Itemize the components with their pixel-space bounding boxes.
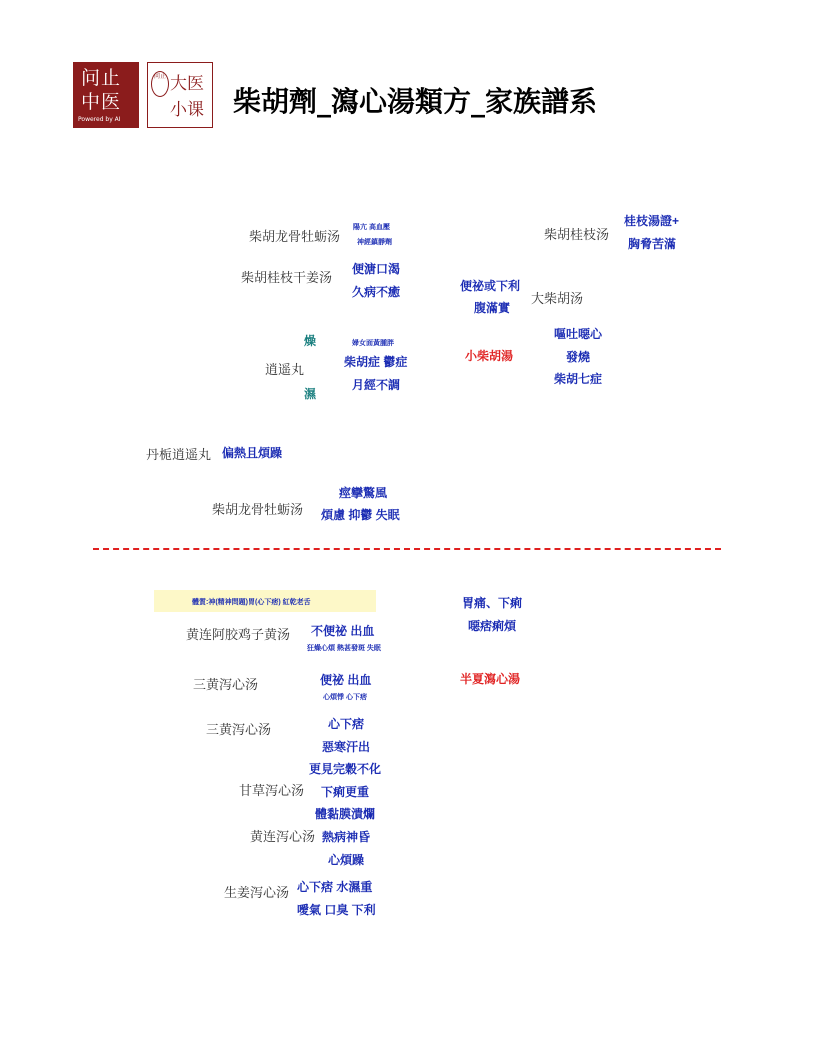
symptom-constipation-or-diarrhea: 便祕或下利 xyxy=(460,279,521,293)
formula-shengjiang-xiexin: 生姜泻心汤 xyxy=(224,886,290,901)
note-yangkang: 陽亢 高血壓 xyxy=(353,224,390,231)
constitution-text: 體質:神(精神問題)胃(心下痞) 紅乾老舌 xyxy=(192,599,311,606)
section-divider xyxy=(93,548,721,550)
page-title: 柴胡劑_瀉心湯類方_家族譜系 xyxy=(233,85,598,118)
symptom-fever-coma: 熱病神昏 xyxy=(322,830,371,844)
symptom-anxiety-insomnia: 煩慮 抑鬱 失眠 xyxy=(321,508,400,522)
symptom-fullness-dampness: 心下痞 水濕重 xyxy=(297,880,373,894)
symptom-restless: 心煩躁 xyxy=(328,853,365,867)
formula-xiaoyao: 逍遥丸 xyxy=(265,363,305,378)
symptom-fever: 發燒 xyxy=(566,350,591,364)
formula-sanhuang-xiexin-1: 三黄泻心汤 xyxy=(193,678,259,693)
symptom-nausea: 嘔吐噁心 xyxy=(554,327,603,341)
symptom-chaihu-depression: 柴胡症 鬱症 xyxy=(344,355,408,369)
symptom-mucosa-ulcer: 體黏膜潰爛 xyxy=(315,807,376,821)
symptom-loose-stool-thirst: 便溏口渴 xyxy=(352,262,401,276)
formula-gancao-xiexin: 甘草泻心汤 xyxy=(239,784,305,799)
symptom-irregular-menses: 月經不調 xyxy=(352,378,401,392)
symptom-hot-irritable: 偏熱且煩躁 xyxy=(222,446,283,460)
logo2-line1: 大医 xyxy=(170,74,204,94)
formula-sanhuang-xiexin-2: 三黄泻心汤 xyxy=(206,723,272,738)
symptom-chronic: 久病不癒 xyxy=(352,285,401,299)
logo1-line1: 问止 xyxy=(81,67,122,89)
symptom-undigested-food: 更見完穀不化 xyxy=(309,762,382,776)
symptom-worse-diarrhea: 下痢更重 xyxy=(321,785,370,799)
symptom-guizhi-plus: 桂枝湯證+ xyxy=(624,214,680,228)
label-dry: 燥 xyxy=(304,334,317,348)
formula-chaihu-longgu-muli-2: 柴胡龙骨牡蛎汤 xyxy=(212,503,304,518)
logo2-seal: 问止 xyxy=(151,71,169,97)
symptom-stomach-pain: 胃痛、下痢 xyxy=(462,596,523,610)
symptom-chills-sweat: 惡寒汗出 xyxy=(322,740,371,754)
logo1-line2: 中医 xyxy=(81,91,122,113)
note-palpitation: 心煩悸 心下痞 xyxy=(323,694,367,701)
formula-huanglian-xiexin: 黄连泻心汤 xyxy=(250,830,316,845)
note-manic-irritability: 狂燥心煩 熱甚發斑 失眠 xyxy=(307,645,381,652)
symptom-belching-halitosis: 噯氣 口臭 下利 xyxy=(297,903,376,917)
symptom-nausea-diarrhea: 噁痞痢煩 xyxy=(468,619,517,633)
dayi-xiaoke-logo xyxy=(147,62,213,128)
symptom-chaihu-seven: 柴胡七症 xyxy=(554,372,603,386)
formula-danzhi-xiaoyao: 丹栀逍遥丸 xyxy=(146,448,212,463)
formula-da-chaihu: 大柴胡汤 xyxy=(531,292,584,307)
symptom-no-constipation-bleeding: 不便祕 出血 xyxy=(311,624,375,638)
symptom-convulsion: 痙攣驚風 xyxy=(339,486,388,500)
formula-chaihu-guizhi-ganjiang: 柴胡桂枝干姜汤 xyxy=(241,271,333,286)
formula-banxia-xiexin: 半夏瀉心湯 xyxy=(460,672,521,686)
symptom-chest-fullness: 胸脅苦滿 xyxy=(628,237,677,251)
symptom-epigastric-fullness: 心下痞 xyxy=(328,717,365,731)
symptom-constipation-bleeding: 便祕 出血 xyxy=(320,673,372,687)
formula-huanglian-ejiao: 黄连阿胶鸡子黄汤 xyxy=(186,628,291,643)
symptom-abdominal-fullness: 腹滿實 xyxy=(474,301,511,315)
note-women-yellow: 婦女面黃腫胖 xyxy=(352,340,394,347)
formula-chaihu-longgu-muli-1: 柴胡龙骨牡蛎汤 xyxy=(249,230,341,245)
logo1-powered: Powered by AI xyxy=(78,116,121,123)
formula-chaihu-guizhi: 柴胡桂枝汤 xyxy=(544,228,610,243)
wenzhi-logo xyxy=(73,62,139,128)
note-sedative: 神經鎮靜劑 xyxy=(357,239,392,246)
logo2-line2: 小课 xyxy=(170,100,204,120)
formula-xiao-chaihu: 小柴胡湯 xyxy=(465,349,514,363)
label-wet: 濕 xyxy=(304,387,317,401)
